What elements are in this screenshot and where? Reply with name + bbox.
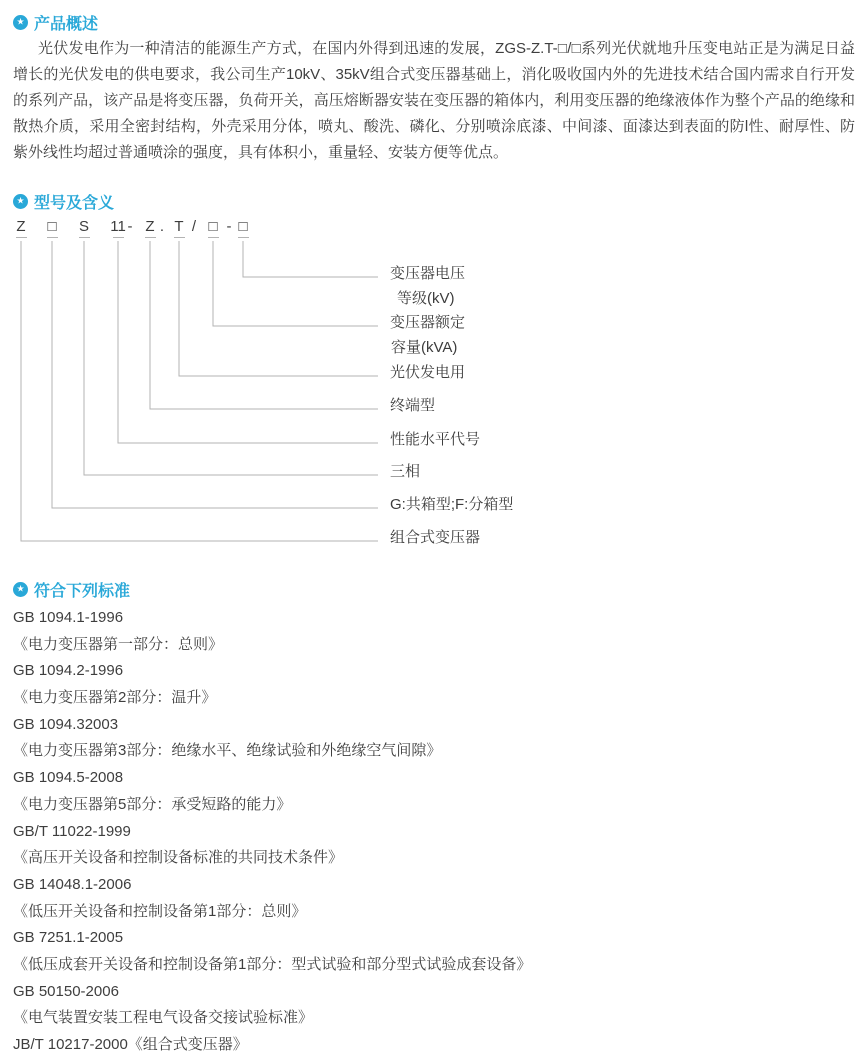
model-meaning-label	[390, 398, 435, 414]
standard-line: 《电力变压器第一部分：总则》	[13, 635, 224, 653]
model-title: 型号及含义	[34, 195, 115, 212]
section-heading-overview	[13, 11, 98, 34]
model-code-symbol: Z	[145, 218, 155, 235]
model-meaning-text: 组合式变压器	[390, 529, 481, 546]
leader-line	[213, 241, 378, 326]
model-meaning-text: 性能水平代号	[390, 431, 481, 448]
model-meaning-label	[390, 266, 465, 307]
model-meaning-label	[390, 365, 465, 381]
model-meaning-text: 变压器电压	[390, 265, 466, 282]
code-underline-tick	[145, 237, 156, 238]
model-code-symbol: T	[174, 218, 184, 235]
model-code-symbol: □	[47, 218, 57, 235]
model-meaning-text: 三相	[390, 463, 421, 480]
model-code-symbol: -	[127, 218, 133, 235]
standard-line: 《电力变压器第5部分：承受短路的能力》	[13, 795, 292, 813]
star-circle-icon: ★	[13, 15, 28, 30]
standard-line: 《高压开关设备和控制设备标准的共同技术条件》	[13, 849, 344, 867]
model-meaning-text: 容量(kVA)	[391, 339, 458, 356]
star-circle-icon: ★	[13, 194, 28, 209]
leader-line	[118, 241, 378, 443]
standard-line: 《低压开关设备和控制设备第1部分：总则》	[13, 902, 307, 920]
standard-line: GB 1094.2-1996	[13, 662, 124, 680]
model-code-symbol: □	[238, 218, 248, 235]
section-heading-model	[13, 190, 114, 213]
model-meaning-label	[390, 315, 465, 356]
model-meaning-text: G:共箱型;F:分箱型	[390, 496, 514, 513]
model-code-symbol: .	[159, 218, 165, 235]
leader-line	[150, 241, 378, 409]
standard-line: JB/T 10217-2000《组合式变压器》	[13, 1036, 248, 1053]
standard-line: 《电气装置安装工程电气设备交接试验标准》	[13, 1009, 314, 1027]
code-underline-tick	[79, 237, 90, 238]
code-underline-tick	[16, 237, 27, 238]
leader-line	[179, 241, 378, 376]
model-code-symbol: Z	[16, 218, 26, 235]
leader-line	[21, 241, 378, 541]
model-code-symbol: □	[208, 218, 218, 235]
code-underline-tick	[113, 237, 124, 238]
standard-line: GB 1094.32003	[13, 715, 119, 733]
model-meaning-label	[390, 432, 480, 448]
standard-line: 《低压成套开关设备和控制设备第1部分：型式试验和部分型式试验成套设备》	[13, 955, 532, 973]
overview-paragraph: 光伏发电作为一种清洁的能源生产方式，在国内外得到迅速的发展，ZGS-Z.T-□/□系列光伏就地升压变电站正是为满足日益增长的光伏发电的供电要求，我公司生产10kV、35kV组合式变压器基础上，消化吸收国内外的先进技术结合国内需求自行开发的系列产品，该产品是将变压器，负荷开关，高压熔断器安装在变压器的箱体内，利用变压器的绝缘液体作为整个产品的绝缘和散热介质，采用全密封结构，外壳采用分体，喷丸、酸洗、磷化、分别喷涂底漆、中间漆、面漆达到表面的防l性、耐厚性、防紫外线性均超过普通喷涂的强度，具有体积小，重量轻、安装方便等优点。	[13, 40, 855, 161]
code-underline-tick	[238, 237, 249, 238]
code-underline-tick	[47, 237, 58, 238]
model-code-symbol: -	[226, 218, 232, 235]
model-code-symbol: 11	[110, 218, 126, 235]
model-meaning-label	[390, 464, 420, 480]
standard-line: 《电力变压器第3部分：绝缘水平、绝缘试验和外绝缘空气间隙》	[13, 742, 442, 760]
overview-title: 产品概述	[34, 16, 99, 33]
standards-list	[13, 605, 855, 1055]
model-meaning-text: 终端型	[390, 397, 436, 414]
model-meaning-label	[390, 530, 480, 546]
standard-line: GB 1094.5-2008	[13, 769, 124, 787]
model-code-symbol: /	[191, 218, 197, 235]
leader-line	[52, 241, 378, 508]
standard-line: GB 14048.1-2006	[13, 875, 132, 893]
model-meaning-label	[390, 497, 513, 513]
leader-line	[243, 241, 378, 277]
model-meaning-text: 变压器额定	[390, 314, 466, 331]
code-underline-tick	[174, 237, 185, 238]
section-heading-standards	[13, 578, 130, 601]
model-meaning-text: 光伏发电用	[390, 364, 466, 381]
model-code-diagram	[0, 218, 867, 572]
code-underline-tick	[208, 237, 219, 238]
standard-line: GB 50150-2006	[13, 982, 119, 1000]
standard-line: 《电力变压器第2部分：温升》	[13, 689, 217, 707]
leader-line	[84, 241, 378, 475]
star-circle-icon: ★	[13, 582, 28, 597]
model-code-symbol: S	[78, 218, 90, 235]
standards-title: 符合下列标准	[34, 583, 131, 600]
standard-line: GB/T 11022-1999	[13, 822, 131, 840]
standard-line: GB 7251.1-2005	[13, 929, 124, 947]
model-meaning-text: 等级(kV)	[397, 290, 455, 307]
standard-line: GB 1094.1-1996	[13, 609, 124, 626]
